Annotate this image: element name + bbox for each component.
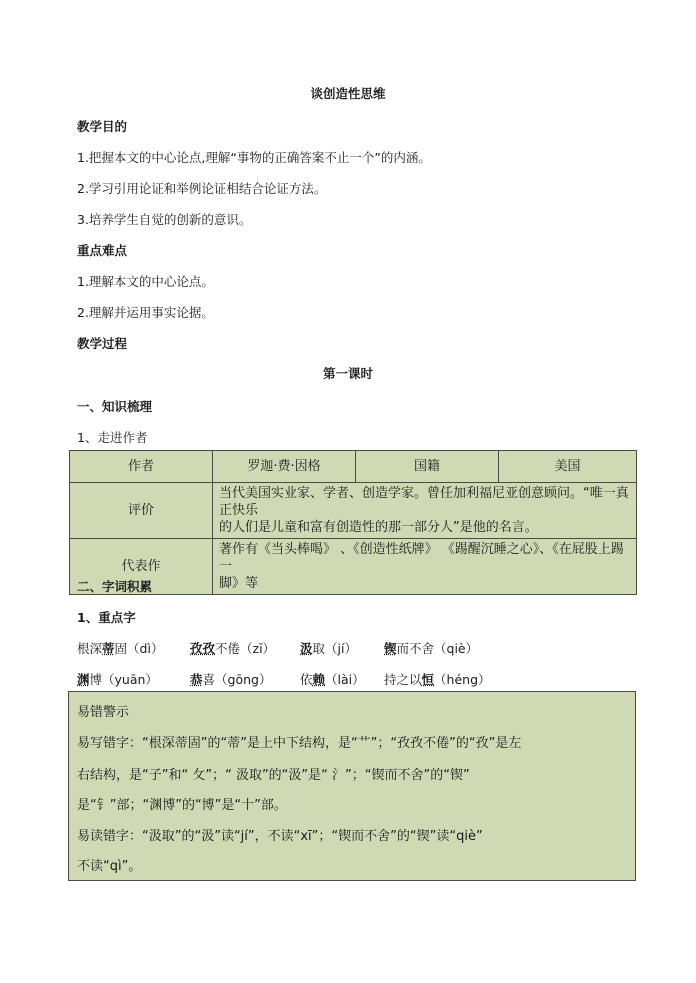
char-item: 根深蒂固（dì） [77, 641, 164, 656]
goal-item: 2.学习引用论证和举例论证相结合论证方法。 [77, 181, 327, 196]
subsection-heading: 1、重点字 [77, 610, 136, 625]
table-cell [213, 539, 637, 595]
table-cell: 美国 [499, 451, 637, 483]
goal-item: 1.把握本文的中心论点,理解“事物的正确答案不止一个”的内涵。 [77, 150, 431, 165]
key-heading: 重点难点 [77, 243, 128, 258]
box-line: 易读错字：“汲取”的“汲”读“jí”，不读“xī”；“锲而不舍”的“锲”读“qiè” [77, 829, 483, 844]
author-table [69, 450, 637, 595]
char-item: 汲取（jí） [300, 641, 357, 656]
works-line: 著作有《当头棒喝》 、《创造性纸牌》 《踢醒沉睡之心》、《在屁股上踢一 [219, 542, 624, 574]
table-cell: 代表作 [70, 539, 213, 595]
box-line: 是“钅”部；“渊博”的“博”是“十”部。 [77, 798, 287, 813]
char-item: 恭喜（gōng） [190, 672, 272, 687]
table-cell: 国籍 [356, 451, 499, 483]
subsection-heading: 1、走进作者 [77, 430, 148, 445]
table-row [70, 451, 637, 483]
char-item: 渊博（yuān） [77, 672, 158, 687]
goal-item: 3.培养学生自觉的创新的意识。 [77, 212, 252, 227]
char-item: 依赖（lài） [300, 672, 365, 687]
process-heading: 教学过程 [77, 336, 128, 351]
lesson-title: 第一课时 [322, 366, 373, 381]
box-line: 右结构，是“子”和“ 攵”；“ 汲取”的“汲”是“ 氵”；“锲而不舍”的“锲” [77, 768, 470, 783]
section-heading: 一、知识梳理 [77, 399, 153, 414]
char-item: 孜孜不倦（zī） [190, 641, 276, 656]
error-warning-box [68, 691, 636, 881]
table-cell [213, 483, 637, 539]
key-item: 2.理解并运用事实论据。 [77, 305, 214, 320]
works-line: 脚》等 [219, 576, 259, 591]
table-cell: 罗迦·费·因格 [213, 451, 356, 483]
box-line: 易写错字：“根深蒂固”的“蒂”是上中下结构，是“艹”；“孜孜不倦”的“孜”是左 [77, 736, 522, 751]
key-item: 1.理解本文的中心论点。 [77, 274, 214, 289]
table-row [70, 483, 637, 539]
table-row [70, 539, 637, 595]
char-item: 锲而不舍（qiè） [384, 641, 479, 656]
box-line: 不读“qì”。 [77, 859, 142, 874]
section-heading: 二、字词积累 [77, 579, 153, 594]
box-heading: 易错警示 [77, 705, 130, 720]
table-cell: 作者 [70, 451, 213, 483]
page-title: 谈创造性思维 [310, 86, 386, 101]
table-cell: 评价 [70, 483, 213, 539]
goals-heading: 教学目的 [77, 119, 128, 134]
evaluation-line: 当代美国实业家、学者、创造学家。曾任加利福尼亚创意顾问。“唯一真正快乐 [219, 486, 629, 518]
char-item: 持之以恒（héng） [384, 672, 491, 687]
evaluation-line: 的人们是儿童和富有创造性的那一部分人”是他的名言。 [219, 520, 538, 535]
